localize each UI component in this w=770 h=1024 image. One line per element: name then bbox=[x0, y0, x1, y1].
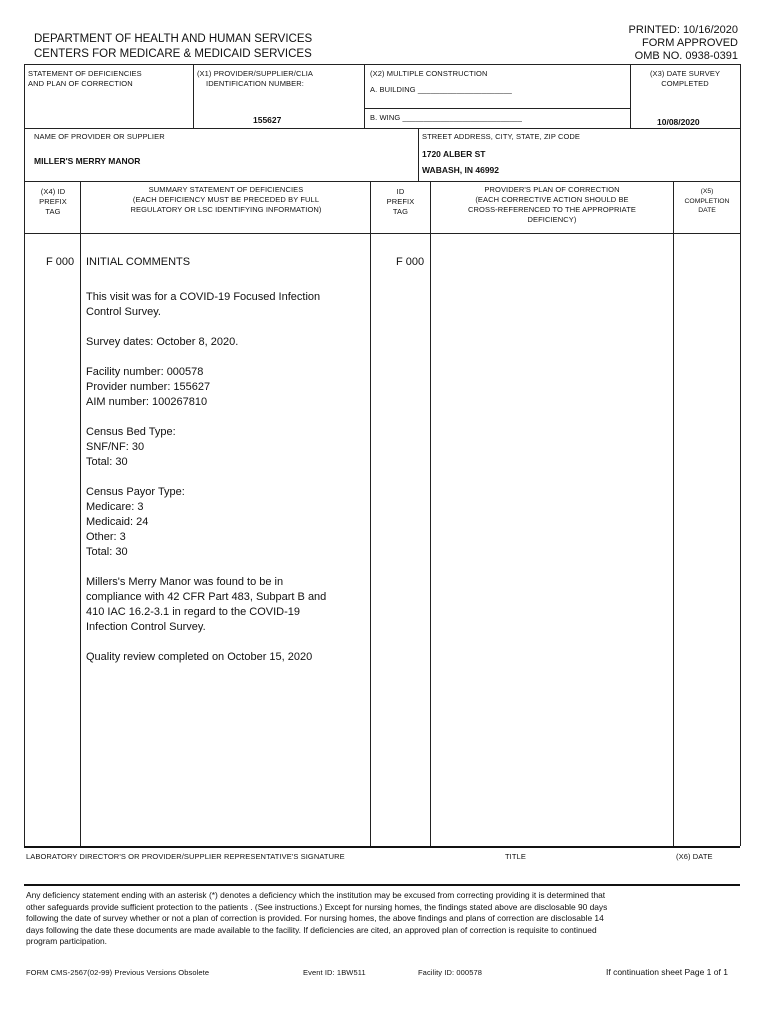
provider-name: MILLER'S MERRY MANOR bbox=[34, 156, 141, 166]
table-top-border bbox=[24, 64, 740, 65]
address-label: STREET ADDRESS, CITY, STATE, ZIP CODE bbox=[422, 132, 581, 141]
centers-name: CENTERS FOR MEDICARE & MEDICAID SERVICES bbox=[34, 48, 312, 60]
signature-bottom-border bbox=[24, 884, 740, 886]
agency-header bbox=[34, 32, 312, 62]
table-right-border bbox=[740, 64, 741, 846]
city-state-zip: WABASH, IN 46992 bbox=[422, 165, 499, 175]
divider-x1 bbox=[193, 64, 194, 128]
divider-wing bbox=[364, 108, 630, 109]
disclosure-note: Any deficiency statement ending with an asterisk (*) denotes a deficiency which the institution may be excused from correcting providing it is determined that other safeguards provide sufficient protection to the patients . (See instructions.) Except for nursing homes, the findings stated above are disclosable 90 days following the date of survey whether or not a plan of correction is provided. For nursing homes, the above findings and plans of correction are disclosable 14 days following the date these documents are made available to the facility. If deficiencies are cited, an approved plan of correction is requisite to continued program participation. bbox=[26, 890, 608, 946]
x3-value: 10/08/2020 bbox=[657, 117, 700, 127]
col-header-summary: SUMMARY STATEMENT OF DEFICIENCIES (EACH DEFICIENCY MUST BE PRECEDED BY FULL REGULATORY OR LSC IDENTIFYING INFORMATION) bbox=[130, 185, 322, 214]
paragraph: Quality review completed on October 15, 2020 bbox=[86, 651, 313, 663]
entry-body bbox=[86, 290, 366, 680]
printed-date: PRINTED: 10/16/2020 bbox=[628, 24, 738, 36]
table-left-border bbox=[24, 64, 25, 846]
paragraph: Facility number: 000578 Provider number: 155627 AIM number: 100267810 bbox=[86, 366, 211, 408]
provider-name-label: NAME OF PROVIDER OR SUPPLIER bbox=[34, 132, 165, 141]
building-field: A. BUILDING ______________________ bbox=[370, 85, 512, 94]
paragraph: Survey dates: October 8, 2020. bbox=[86, 336, 239, 348]
x2-label: (X2) MULTIPLE CONSTRUCTION bbox=[370, 69, 488, 78]
street-address: 1720 ALBER ST bbox=[422, 149, 486, 159]
col-divider-3 bbox=[430, 181, 431, 846]
date-label: (X6) DATE bbox=[676, 852, 713, 861]
col-divider-1 bbox=[80, 181, 81, 846]
col-header-x5: (X5) COMPLETION DATE bbox=[684, 188, 730, 214]
paragraph: This visit was for a COVID-19 Focused Infection Control Survey. bbox=[86, 291, 321, 318]
paragraph: Census Bed Type: SNF/NF: 30 Total: 30 bbox=[86, 426, 176, 468]
divider-x2 bbox=[364, 64, 365, 128]
form-approved: FORM APPROVED bbox=[642, 37, 738, 49]
tag-left: F 000 bbox=[46, 256, 75, 268]
omb-number: OMB NO. 0938-0391 bbox=[634, 50, 738, 62]
tag-right: F 000 bbox=[396, 256, 425, 268]
row-divider-provider bbox=[24, 128, 740, 129]
facility-id: Facility ID: 000578 bbox=[418, 968, 483, 977]
continuation-sheet: If continuation sheet Page 1 of 1 bbox=[606, 967, 728, 977]
statement-label: STATEMENT OF DEFICIENCIES AND PLAN OF CORRECTION bbox=[28, 69, 142, 88]
divider-x3 bbox=[630, 64, 631, 128]
department-name: DEPARTMENT OF HEALTH AND HUMAN SERVICES bbox=[34, 33, 313, 45]
x1-value: 155627 bbox=[253, 115, 282, 125]
form-info bbox=[629, 24, 738, 63]
col-divider-4 bbox=[673, 181, 674, 846]
col-header-x4: (X4) ID PREFIX TAG bbox=[39, 187, 67, 216]
x1-label: (X1) PROVIDER/SUPPLIER/CLIA IDENTIFICATION NUMBER: bbox=[196, 69, 314, 88]
x3-label: (X3) DATE SURVEY COMPLETED bbox=[649, 69, 721, 88]
col-header-plan: PROVIDER'S PLAN OF CORRECTION (EACH CORRECTIVE ACTION SHOULD BE CROSS-REFERENCED TO THE APPROPRIATE DEFICIENCY) bbox=[468, 185, 636, 224]
col-header-id: ID PREFIX TAG bbox=[386, 187, 415, 216]
row-divider-body bbox=[24, 233, 740, 234]
paragraph: Millers's Merry Manor was found to be in compliance with 42 CFR Part 483, Subpart B and 410 IAC 16.2-3.1 in regard to the COVID-19 Infection Control Survey. bbox=[86, 576, 327, 633]
signature-label: LABORATORY DIRECTOR'S OR PROVIDER/SUPPLIER REPRESENTATIVE'S SIGNATURE bbox=[26, 852, 345, 861]
form-number: FORM CMS-2567(02-99) Previous Versions Obsolete bbox=[26, 968, 210, 977]
event-id: Event ID: 1BW511 bbox=[303, 968, 366, 977]
wing-field: B. WING ____________________________ bbox=[370, 113, 523, 122]
body-bottom-border bbox=[24, 846, 740, 848]
title-label: TITLE bbox=[505, 852, 526, 861]
entry-title: INITIAL COMMENTS bbox=[86, 256, 191, 268]
divider-address bbox=[418, 128, 419, 181]
col-divider-2 bbox=[370, 181, 371, 846]
paragraph: Census Payor Type: Medicare: 3 Medicaid: 24 Other: 3 Total: 30 bbox=[86, 486, 185, 558]
row-divider-columns bbox=[24, 181, 740, 182]
